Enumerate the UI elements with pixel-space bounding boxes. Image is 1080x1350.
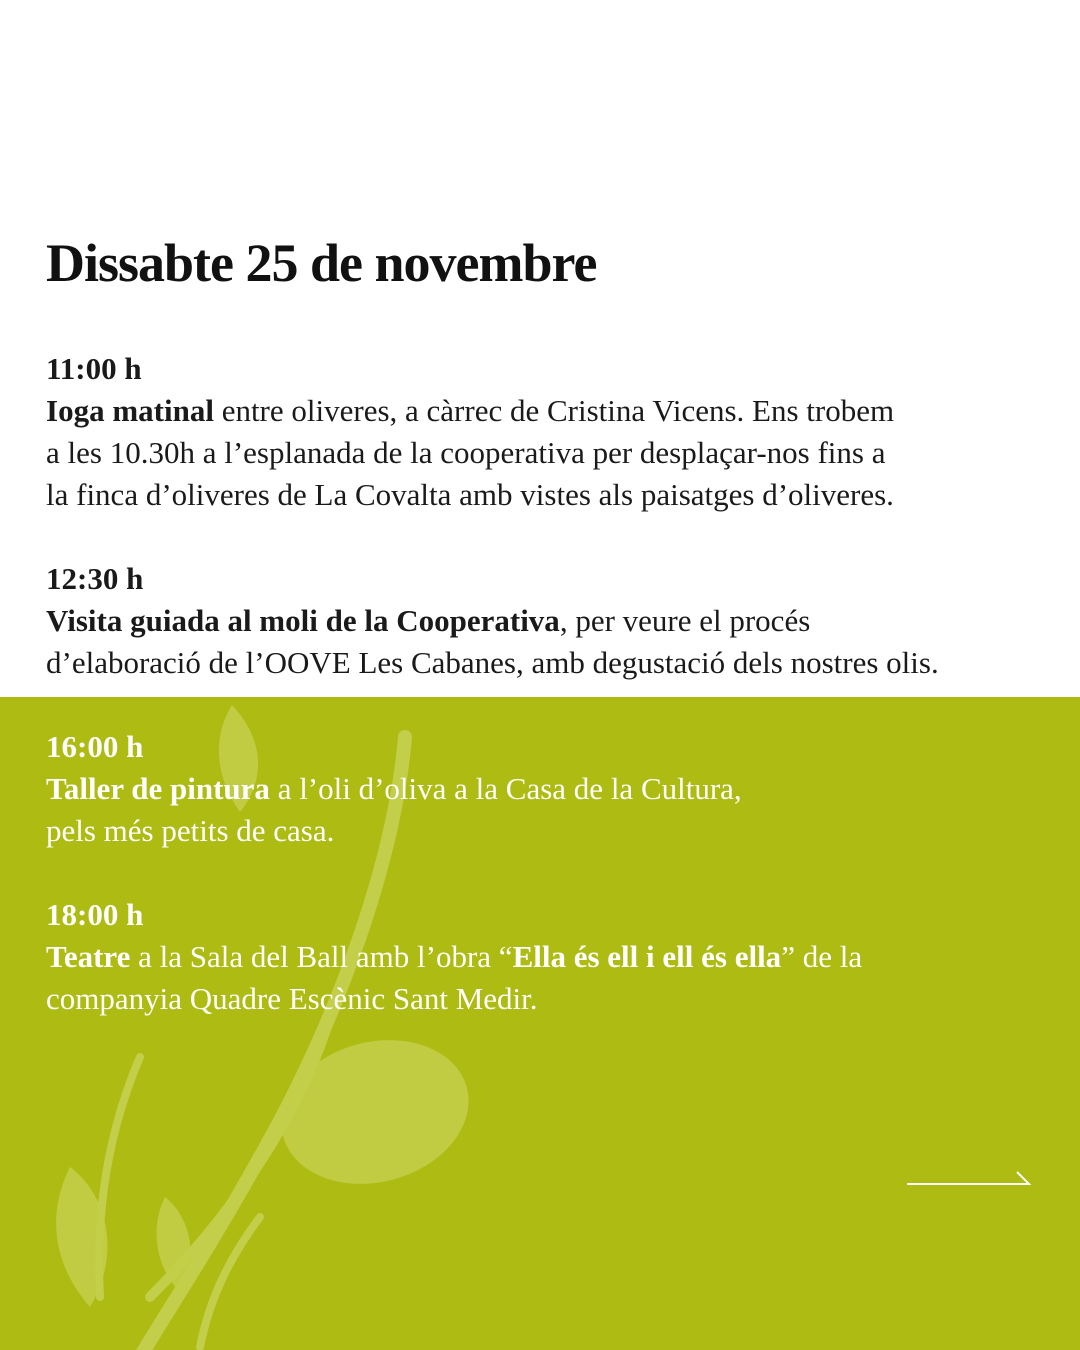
event-11-00: [46, 348, 1056, 516]
event-title: Visita guiada al moli de la Cooperativa: [46, 603, 560, 638]
event-18-00: [46, 894, 1056, 1020]
event-title: Teatre: [46, 939, 131, 974]
event-text: a l’oli d’oliva a la Casa de la Cultura,: [269, 771, 742, 806]
event-text: a les 10.30h a l’esplanada de la cooperativa per desplaçar-nos fins a: [46, 435, 886, 470]
event-16-00: [46, 726, 1056, 852]
event-time: 12:30 h: [46, 561, 144, 596]
event-12-30: [46, 558, 1056, 684]
event-time: 18:00 h: [46, 897, 144, 932]
arrow-right-icon[interactable]: [905, 1168, 1035, 1192]
event-title: Taller de pintura: [46, 771, 270, 806]
event-time: 16:00 h: [46, 729, 144, 764]
event-text: companyia Quadre Escènic Sant Medir.: [46, 981, 538, 1016]
event-text: d’elaboració de l’OOVE Les Cabanes, amb degustació dels nostres olis.: [46, 645, 939, 680]
event-text: a la Sala del Ball amb l’obra “: [130, 939, 513, 974]
event-time: 11:00 h: [46, 351, 142, 386]
page-title: Dissabte 25 de novembre: [46, 233, 597, 293]
event-text: la finca d’oliveres de La Covalta amb vistes als paisatges d’oliveres.: [46, 477, 894, 512]
event-text: entre oliveres, a càrrec de Cristina Vicens. Ens trobem: [213, 393, 895, 428]
event-text: ” de la: [781, 939, 863, 974]
event-title: Ioga matinal: [46, 393, 214, 428]
event-text: pels més petits de casa.: [46, 813, 335, 848]
event-text: , per veure el procés: [559, 603, 811, 638]
play-title: Ella és ell i ell és ella: [512, 939, 782, 974]
